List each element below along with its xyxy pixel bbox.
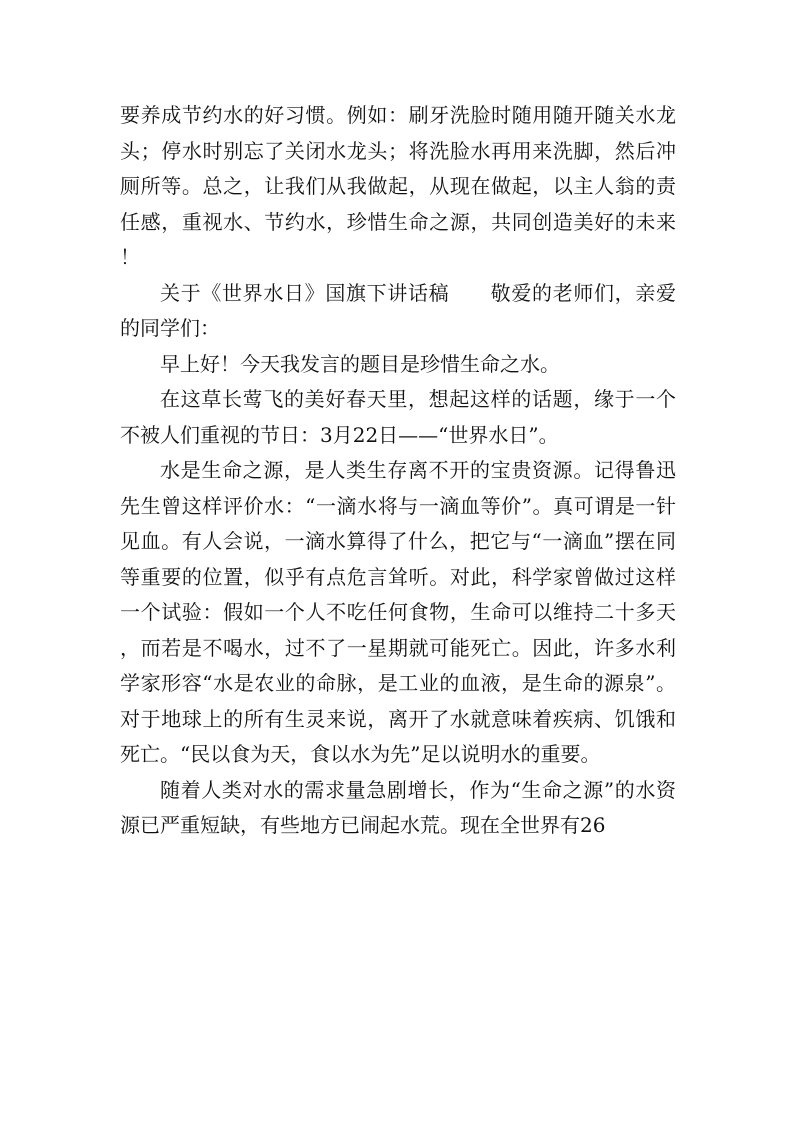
paragraph-5: 水是生命之源，是人类生存离不开的宝贵资源。记得鲁迅先生曾这样评价水：“一滴水将与一滴血等价”。真可谓是一针见血。有人会说，一滴水算得了什么，把它与“一滴血”摆在同等重要的位置，似乎有点危言耸听。对此，科学家曾做过这样一个试验：假如一个人不吃任何食物，生命可以维持二十多天，而若是不喝水，过不了一星期就可能死亡。因此，许多水利学家形容“水是农业的命脉，是工业的血液，是生命的源泉”。对于地球上的所有生灵来说，离开了水就意味着疾病、饥饿和死亡。“民以食为天，食以水为先”足以说明水的重要。 [120, 458, 676, 766]
paragraph-2: 关于《世界水日》国旗下讲话稿 敬爱的老师们，亲爱的同学们： [120, 280, 676, 340]
paragraph-4: 在这草长莺飞的美好春天里，想起这样的话题，缘于一个不被人们重视的节日：3月22日——“世界水日”。 [120, 387, 676, 447]
paragraph-6: 随着人类对水的需求量急剧增长，作为“生命之源”的水资源已严重短缺，有些地方已闹起水荒。现在全世界有26 [120, 777, 676, 837]
document-body [120, 98, 676, 844]
paragraph-3: 早上好！今天我发言的题目是珍惜生命之水。 [160, 351, 560, 376]
paragraph-1: 要养成节约水的好习惯。例如：刷牙洗脸时随用随开随关水龙头；停水时别忘了关闭水龙头；将洗脸水再用来洗脚，然后冲厕所等。总之，让我们从我做起，从现在做起，以主人翁的责任感，重视水、节约水，珍惜生命之源，共同创造美好的未来！ [120, 103, 676, 269]
